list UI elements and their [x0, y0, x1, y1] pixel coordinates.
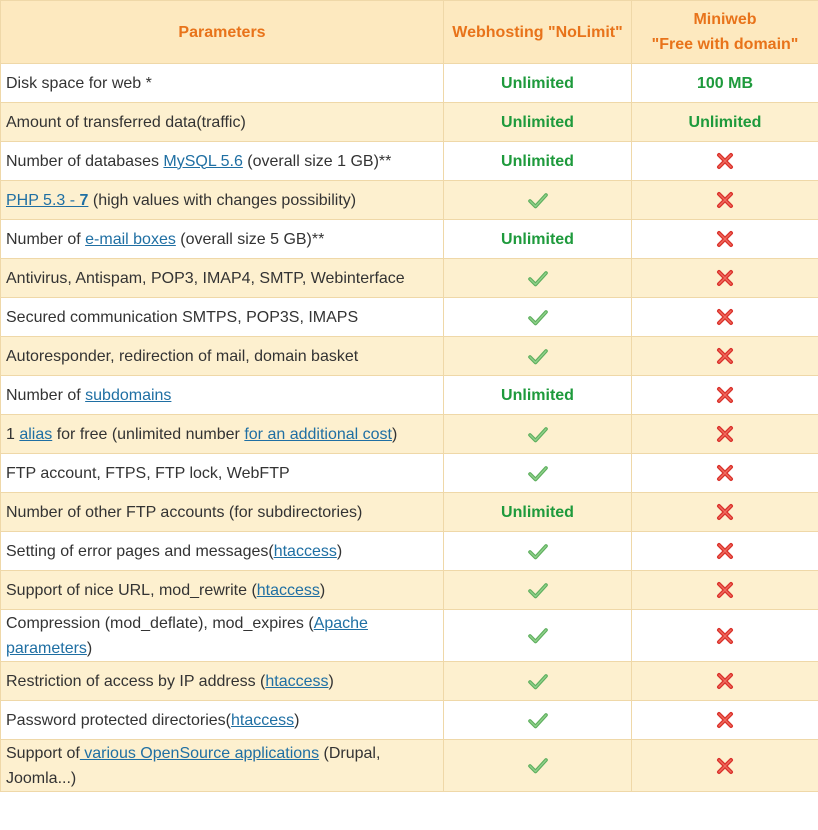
webhosting-nolimit-cell: [444, 493, 632, 532]
parameter-cell: [1, 181, 444, 220]
table-row: [1, 64, 818, 103]
header-webhosting-nolimit: Webhosting "NoLimit": [444, 1, 632, 64]
check-icon: [528, 627, 548, 644]
parameter-text: Amount of transferred data(traffic): [6, 113, 246, 131]
table-row: [1, 415, 818, 454]
cross-icon: [716, 425, 734, 443]
table-row: [1, 142, 818, 181]
table-row: [1, 662, 818, 701]
parameter-cell: [1, 376, 444, 415]
miniweb-cell: [632, 662, 818, 701]
parameter-link[interactable]: for an additional cost: [244, 425, 392, 443]
parameter-text: Setting of error pages and messages(: [6, 542, 274, 560]
parameter-link[interactable]: alias: [19, 425, 53, 443]
parameter-link[interactable]: MySQL 5.6: [163, 152, 243, 170]
parameter-text: Compression (mod_deflate), mod_expires (: [6, 614, 314, 632]
parameter-text: (Drupal, Joomla...): [6, 744, 381, 787]
parameter-text: Password protected directories(: [6, 711, 231, 729]
parameter-cell: [1, 142, 444, 181]
header-miniweb-title: Miniweb: [693, 11, 757, 28]
parameter-text: Restriction of access by IP address (: [6, 672, 266, 690]
cross-icon: [716, 581, 734, 599]
parameter-text: (overall size 5 GB)**: [175, 230, 325, 248]
table-row: [1, 532, 818, 571]
webhosting-nolimit-cell: [444, 259, 632, 298]
parameter-text: ): [391, 425, 398, 443]
webhosting-nolimit-cell: [444, 571, 632, 610]
value-text: Unlimited: [688, 113, 762, 131]
miniweb-cell: [632, 571, 818, 610]
header-miniweb: [632, 1, 818, 64]
miniweb-cell: [632, 103, 818, 142]
webhosting-nolimit-cell: [444, 181, 632, 220]
miniweb-cell: [632, 376, 818, 415]
webhosting-nolimit-cell: [444, 376, 632, 415]
table-row: [1, 181, 818, 220]
miniweb-cell: [632, 259, 818, 298]
parameter-link[interactable]: various OpenSource applications: [79, 744, 320, 762]
miniweb-cell: [632, 740, 818, 792]
value-text: Unlimited: [501, 152, 574, 170]
value-text: Unlimited: [501, 386, 574, 404]
check-icon: [528, 543, 548, 560]
parameter-cell: [1, 103, 444, 142]
parameter-link[interactable]: 7: [79, 191, 89, 209]
parameter-link[interactable]: Apache parameters: [6, 614, 368, 657]
parameter-text: FTP account, FTPS, FTP lock, WebFTP: [6, 464, 290, 482]
parameter-link[interactable]: subdomains: [85, 386, 172, 404]
webhosting-nolimit-cell: [444, 662, 632, 701]
check-icon: [528, 270, 548, 287]
parameter-link[interactable]: PHP 5.3 -: [6, 191, 80, 209]
cross-icon: [716, 347, 734, 365]
check-icon: [528, 712, 548, 729]
cross-icon: [716, 757, 734, 775]
parameter-text: Support of: [6, 744, 80, 762]
check-icon: [528, 192, 548, 209]
table-row: [1, 454, 818, 493]
table-row: [1, 103, 818, 142]
parameter-cell: [1, 532, 444, 571]
check-icon: [528, 673, 548, 690]
cross-icon: [716, 711, 734, 729]
parameter-text: ): [294, 711, 300, 729]
parameter-link[interactable]: htaccess: [230, 711, 295, 729]
check-icon: [528, 348, 548, 365]
header-miniweb-subtitle: "Free with domain": [651, 36, 799, 53]
cross-icon: [716, 308, 734, 326]
webhosting-nolimit-cell: [444, 64, 632, 103]
parameter-link[interactable]: htaccess: [273, 542, 337, 560]
parameter-cell: [1, 662, 444, 701]
check-icon: [528, 465, 548, 482]
parameter-cell: [1, 493, 444, 532]
parameter-text: Secured communication SMTPS, POP3S, IMAPS: [6, 308, 359, 326]
webhosting-nolimit-cell: [444, 610, 632, 662]
parameter-text: Number of: [6, 230, 86, 248]
table-row: [1, 610, 818, 662]
table-row: [1, 493, 818, 532]
table-row: [1, 701, 818, 740]
cross-icon: [716, 542, 734, 560]
value-text: Unlimited: [501, 503, 574, 521]
value-text: Unlimited: [501, 230, 574, 248]
table-row: [1, 259, 818, 298]
miniweb-cell: [632, 454, 818, 493]
parameter-cell: [1, 571, 444, 610]
value-text: Unlimited: [501, 74, 574, 92]
parameter-link[interactable]: e-mail boxes: [85, 230, 176, 248]
webhosting-nolimit-cell: [444, 220, 632, 259]
webhosting-nolimit-cell: [444, 454, 632, 493]
miniweb-cell: [632, 142, 818, 181]
parameter-cell: [1, 454, 444, 493]
miniweb-cell: [632, 64, 818, 103]
webhosting-nolimit-cell: [444, 532, 632, 571]
parameter-text: Autoresponder, redirection of mail, domain basket: [6, 347, 359, 365]
parameter-cell: [1, 259, 444, 298]
miniweb-cell: [632, 610, 818, 662]
parameter-text: ): [86, 639, 93, 657]
miniweb-cell: [632, 181, 818, 220]
check-icon: [528, 309, 548, 326]
table-row: [1, 220, 818, 259]
check-icon: [528, 757, 548, 774]
table-body: [1, 64, 818, 792]
miniweb-cell: [632, 701, 818, 740]
miniweb-cell: [632, 337, 818, 376]
check-icon: [528, 426, 548, 443]
value-text: 100 MB: [696, 74, 754, 92]
miniweb-cell: [632, 298, 818, 337]
header-parameters: Parameters: [1, 1, 444, 64]
cross-icon: [716, 464, 734, 482]
parameter-text: ): [319, 581, 326, 599]
parameter-text: Antivirus, Antispam, POP3, IMAP4, SMTP, Webinterface: [6, 269, 405, 287]
parameter-text: Number of databases: [6, 152, 164, 170]
parameter-cell: [1, 740, 444, 792]
miniweb-cell: [632, 220, 818, 259]
webhosting-nolimit-cell: [444, 298, 632, 337]
parameter-text: Number of: [6, 386, 86, 404]
parameter-text: 1: [6, 425, 20, 443]
parameter-cell: [1, 701, 444, 740]
parameter-cell: [1, 415, 444, 454]
parameter-text: Number of other FTP accounts (for subdirectories): [6, 503, 363, 521]
webhosting-nolimit-cell: [444, 142, 632, 181]
table-row: [1, 740, 818, 792]
parameter-cell: [1, 298, 444, 337]
cross-icon: [716, 386, 734, 404]
webhosting-nolimit-cell: [444, 701, 632, 740]
table-header-row: [1, 1, 818, 64]
table-row: [1, 298, 818, 337]
cross-icon: [716, 230, 734, 248]
webhosting-nolimit-cell: [444, 103, 632, 142]
webhosting-nolimit-cell: [444, 415, 632, 454]
webhosting-nolimit-cell: [444, 337, 632, 376]
parameter-cell: [1, 337, 444, 376]
cross-icon: [716, 152, 734, 170]
parameter-text: (high values with changes possibility): [88, 191, 357, 209]
parameter-text: for free (unlimited number: [52, 425, 245, 443]
check-icon: [528, 582, 548, 599]
parameter-text: (overall size 1 GB)**: [242, 152, 392, 170]
webhosting-nolimit-cell: [444, 740, 632, 792]
cross-icon: [716, 191, 734, 209]
parameter-text: Support of nice URL, mod_rewrite (: [6, 581, 257, 599]
parameter-link[interactable]: htaccess: [256, 581, 320, 599]
table-row: [1, 571, 818, 610]
table-row: [1, 337, 818, 376]
cross-icon: [716, 503, 734, 521]
table-row: [1, 376, 818, 415]
cross-icon: [716, 269, 734, 287]
parameter-text: Disk space for web *: [6, 74, 152, 92]
value-text: Unlimited: [501, 113, 574, 131]
parameter-cell: [1, 64, 444, 103]
parameter-text: ): [328, 672, 334, 690]
parameter-link[interactable]: htaccess: [265, 672, 329, 690]
miniweb-cell: [632, 415, 818, 454]
cross-icon: [716, 627, 734, 645]
parameter-cell: [1, 610, 444, 662]
cross-icon: [716, 672, 734, 690]
parameter-text: ): [336, 542, 343, 560]
miniweb-cell: [632, 493, 818, 532]
parameter-cell: [1, 220, 444, 259]
miniweb-cell: [632, 532, 818, 571]
